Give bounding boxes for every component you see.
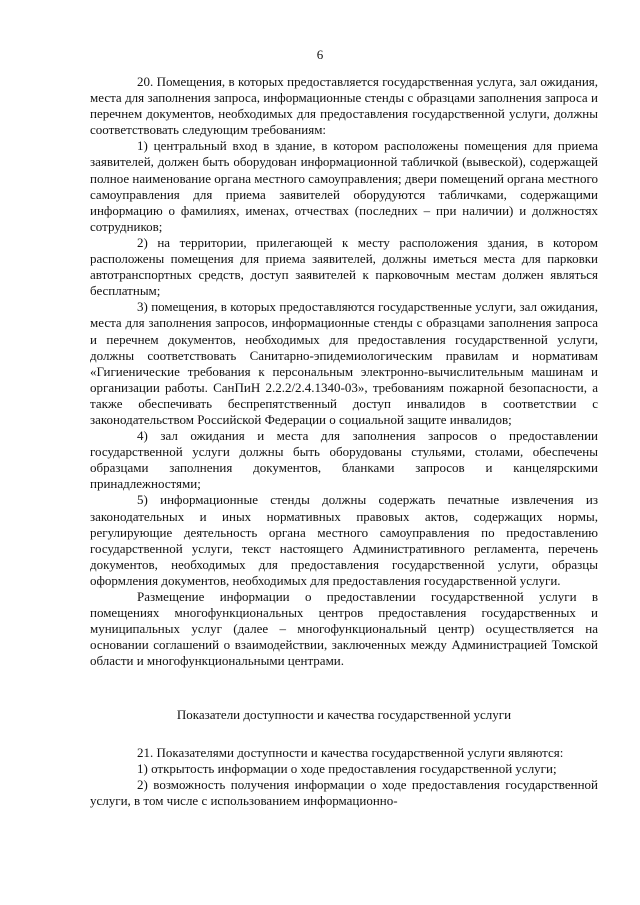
section-heading: Показатели доступности и качества государственной услуги	[176, 707, 512, 723]
paragraph-21-item-1: 1) открытость информации о ходе предоставления государственной услуги;	[137, 760, 557, 776]
page-number: 6	[316, 47, 324, 62]
paragraph-21-item-2: 2) возможность получения информации о ходе предоставления государственной услуги, в том числе с использованием информационно-	[90, 776, 598, 808]
paragraph-mfc-placement: Размещение информации о предоставлении государственной услуги в помещениях многофункциональных центров предоставления государственных и муниципальных услуг (далее – многофункциональный центр) осуществляется на основании соглашений о взаимодействии, заключенных между Администрацией Томской области и многофункциональными центрами.	[90, 589, 598, 669]
paragraph-item-2: 2) на территории, прилегающей к месту расположения здания, в котором расположены помещения для приема заявителей, должны иметься места для парковки автотранспортных средств, доступ заявителей к парковочным местам должен являться бесплатным;	[90, 234, 598, 299]
document-body	[90, 74, 598, 809]
paragraph-item-1: 1) центральный вход в здание, в котором расположены помещения для приема заявителей, должен быть оборудован информационной табличкой (вывеской), содержащей полное наименование органа местного самоуправления; двери помещений органа местного самоуправления для приема заявителей оборудуются табличками, содержащими информацию о фамилиях, именах, отчествах (последних – при наличии) и должностях сотрудников;	[90, 138, 598, 234]
paragraph-item-3: 3) помещения, в которых предоставляются государственные услуги, зал ожидания, места для заполнения запросов, информационные стенды с образцами заполнения запроса и перечнем документов, необходимых для предоставления государственной услуги, должны соответствовать Санитарно-эпидемиологическим правилам и нормативам «Гигиенические требования к персональным электронно-вычислительным машинам и организации работы. СанПиН 2.2.2/2.4.1340-03», требованиям пожарной безопасности, а также обеспечивать беспрепятственный доступ инвалидов в соответствии с законодательством Российской Федерации о социальной защите инвалидов;	[90, 299, 598, 427]
paragraph-item-4: 4) зал ожидания и места для заполнения запросов о предоставлении государственной услуги должны быть оборудованы стульями, столами, обеспечены образцами заполнения документов, бланками запросов и канцелярскими принадлежностями;	[90, 428, 598, 492]
paragraph-20: 20. Помещения, в которых предоставляется государственная услуга, зал ожидания, места для заполнения запроса, информационные стенды с образцами заполнения запроса и перечнем документов, необходимых для предоставления государственной услуги, должны соответствовать следующим требованиям:	[90, 74, 598, 138]
paragraph-21: 21. Показателями доступности и качества государственной услуги являются:	[137, 744, 564, 760]
paragraph-item-5: 5) информационные стенды должны содержать печатные извлечения из законодательных и иных нормативных правовых актов, содержащих нормы, регулирующие деятельность органа местного самоуправления по предоставлению государственной услуги, текст настоящего Административного регламента, перечень документов, необходимых для предоставления государственной услуги, образцы оформления документов, необходимых для предоставления государственной услуги.	[90, 492, 598, 588]
